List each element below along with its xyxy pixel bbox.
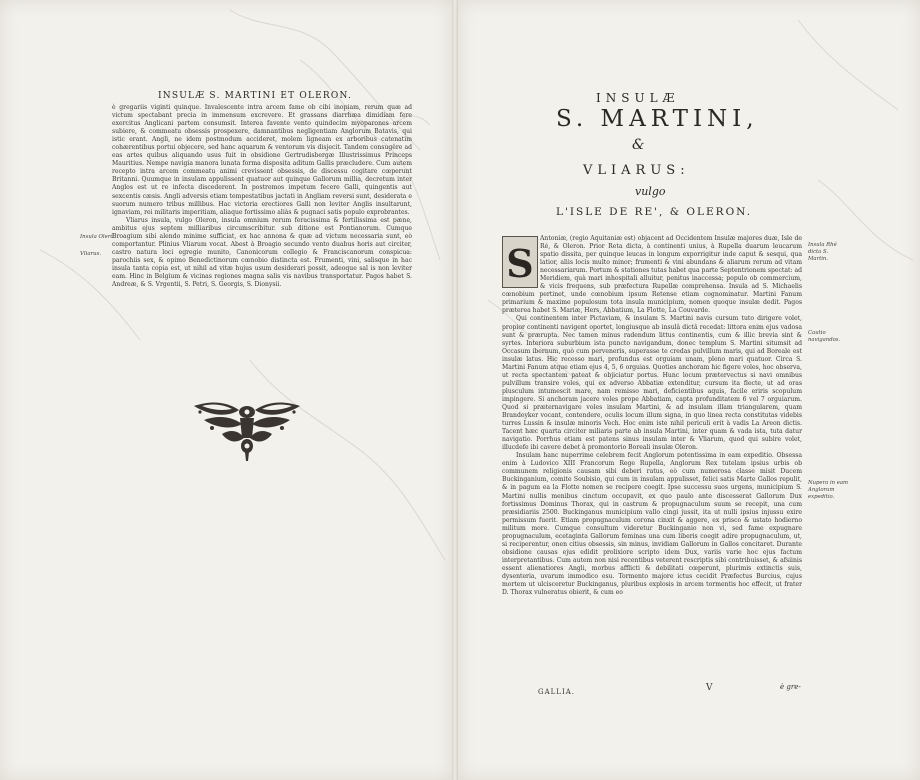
drop-cap [502, 236, 538, 288]
title-ampersand: & [632, 137, 645, 153]
title-french-name: L'ISLE DE RE', & OLERON. [556, 206, 753, 218]
title-vliarus: VLIARUS: [583, 163, 690, 178]
drop-cap-letter: S [506, 241, 534, 286]
right-body-paragraph-1: Antoniæ, (regio Aquitaniæ est) objacent ad Occidentem Insulæ majores duæ, Isle de Ré, & Oleron. Prior Reta dicta, à continenti unius, à Rupella duarum leucarum spatio dissita, per quinque leucas in longum exporrigitur inde caput & sesqui, qua latior, aliis locis multo minor; frumenti & vini abundans & aliarum rerum ad vitam necessariarum. Portum & stationes tutas habet qua parte Septentrionem spectat: ad Meridiem, quà mari inhospitali alluitur, penitus inaccessa; populo ob commercium, & vicis frequens, sub præfectura Rupellæ comprehensa. Insula ad S. Michaelis cœnobium pertinet, unde cœnobium ipsum Retense etiam cognominatur. Martini Fanum primarium & maxime populosum tota insula municipium, nomen quoque insulæ dedit. Pagos præterea habet S. Mariæ, Hers, Abbatium, La Flotte, La Couvarde. [502, 235, 802, 315]
footer-running-head: GALLIA. [538, 688, 575, 696]
left-page-body [112, 104, 412, 289]
right-body-paragraph-3: Insulam hanc nuperrime celebrem fecit Anglorum potentissima in eam expeditio. Obsessa enim à Ludovico XIII Francorum Rege Rupella, Anglorum Rex tutelam ipsius urbis ob communem religionis causam sibi deberi ratus, eò cum numerosa classe misit Ducem Buckinganium, comite Soubisio, qui cum in insulam appulisset, felici satis Marte Gallos repulit, & in pagum ea la Flotte nomen se recipere coegit. Ipse successu suos urgens, municipium S. Martini nullis menibus cinctum occupavit, ex quo paulo ante discesserat Gallorum Dux fortissimus Dominus Thorax, qui in castrum & propugnaculum suum se recepit, una cum præsidiariis 2500. Buckinganus municipium vallo cingi jussit, ita ut nulli ipsius injussu exire permissum fuerit. Etiam propugnaculum corona cinxit & aggere, ex prisco & ustato hodierno militum more. Cumque consultum videretur Buckinganio non vi, sed fame expugnare propugnaculum, ecetaginta Gallorum feminas una cum liberis coegit adire propugnaculum, ut, si reciperentur, onen citius obsessis, sin minus, invidiam Gallorum in Gallos concitaret. Durante obsidione causas ejus edidit prolixiore scripto idem Dux, variis varie hoc ejus factum interpretantibus. Cum autem non nisi recentibus veterent rescriptis sibi contribuisset, & afsiinis essent alienatiores Angli, morbus afflicti & debilitati cœperunt, plurimis extinctis suis, dysenteria, uvarum immodico esu. Tormento majore ictus cecidit Præfectus Burcius, cujus mortem ut ulcisceretur Buckinganus, pluribus explosis in arcem tormentis hoc effecit, ut frater D. Thorax vulneratus obierit, & cum eo [502, 452, 802, 597]
footer-signature-mark: V [706, 683, 714, 693]
right-margin-note-1: Insula Rhé dicta S. Martin. [808, 242, 837, 262]
title-vulgo: vulgo [635, 185, 666, 198]
left-body-paragraph-1: è gregariis viginti quinque. Invalescente intra arcem fame ob cibi inopiam, rerum quæ ad victum spectabant precia in immensum excrevere. Et grassans diarrhæa dimidiam fere exercitus Anglicani partem consumsit. Interea favente vento quindecim myoparones arcem subiere, & commeatu obsessis prospexere, damnantibus negligentiam Anglorum Batavis, qui istic erant. Angli, ne idem postmodum accideret, molem ligneam ex arboribus catenatim cohærentibus portui objecere, sed hanc aquarum & ventorum vis disjecit. Tandem consugêre ad eas artes quibus aliquando usus fuit in obsidione Gertrudisbergæ Illustrissimus Princeps Mauritius. Nempe navigia manora lunata forma disposita aditum Gallis præcludere. Cum autem recepto intra arcem commeatu animi crevissent obsessis, de discessu cogitare cœperunt Britanni. Quumque in insulam appulissent quatuor aut quinque Gallorum millia, decretum inter Anglos est ut re infecta discederent. In postremos impetum fecere Galli, quingentis aut sexcentis cæsis. Angli adversis etiam tempestatibus jactati in Angliam reversi sunt, desiderata e suorum numero tribus millibus. Hac victoria erectiores Galli non leviter Anglis insultarunt, ignaviam, rei militaris imperitiam, aliaque fortissimo aliàs & pugnaci satis populo exprobrantes. [112, 104, 412, 216]
title-insulae: INSULÆ [596, 91, 680, 105]
right-margin-note-3: Nupera in eam Anglorum expeditio. [808, 480, 849, 500]
left-margin-note-2: Vliarus. [80, 251, 102, 257]
left-page-heading: INSULÆ S. MARTINI ET OLERON. [158, 91, 353, 101]
title-s-martini: S. MARTINI, [556, 106, 759, 132]
right-page-body [502, 235, 802, 597]
footer-catchword: è gre- [780, 683, 801, 691]
right-body-paragraph-2: Qui continentem inter Pictaviam, & insulam S. Martini navis cursum tuto dirigere volet, propior continenti navigent oportet, longiusque ab insulâ dictâ recedat: littora enim ejus vadosa sunt & prærupta. Nec tamen minus radendum littus continentis, cum & illic brevia sint & syrtes. Interiora suburbium ista puncto navigandum, donec templum S. Martini situmsit ad Occasum ibernum, quò cum perveneris, superasse te credas pulvillum maris, qui ad Boreale est insulæ latus. Hic recesso mari, profundus est orguiam unam, pleno mari quatuor. Circa S. Martini Fanum atque etiam ejus 4, 5, 6 orguias. Quoties anchoram hic figere voles, hoc observa, ut recta spectantem pateat & objiciatur portus. Hunc locum prætervectus si navi omnibus pulvillum transire voles, qui ex adverso Abbatiæ extenditur, cursum ita flecte, ut ad oras plusculum intumescit mare, nam remisso mari, deficientibus aquis, facile eriris scopulum impingere. Si anchoram jacere voles prope Abbatiam, capta profunditatem 6 vel 7 orguiarum. Quod si præternavigare voles insulam Martini, & ad insulam illam triangularem, quam Brandeyker vocant, contendere, oculis locum illum signa, in quo linea recta constitutas videbis turres Lussin & insulæ minoris Vech. Hoc enim iste nihil periculi erit à vadis La Areon dictis. Tacent hæc quarta circiter miliaris parte ab insula Martini, inter quam & vada ista, tuta datur navigatio. Porrhus etiam est patens sinus insulam inter & Vliarum, quod qui subire volet, illucdefe ibi cavere debet à promontorio Boreali insulæ Oleron. [502, 315, 802, 452]
tailpiece-ornament [192, 398, 302, 462]
left-margin-note-1: Insula Olerõ. [80, 234, 116, 240]
right-margin-note-2: Cautio navigandos. [808, 330, 841, 343]
left-body-paragraph-2: Vliarus insula, vulgo Oleron, insula omnium rerum feracissima & fertilissima est pæne, ambitus ejus septem milliaribus circumscribitur. sub ditione est Pontianorum. Cumque Broagium sibi alendo minime sufficiat, ex hac annona & quæ ad victum necessaria sunt, eò comportantur. Plinius Vliarum vocat. Abest à Broagio secundo vento duabus horis aut circiter, castro natura loci egregie munito, Canonicorum collegio & Franciscanorum conspicua: parochiis sex, & opimo Benedictinorum cœnobio distincta est. Frumenti, vini, salisque in hac insula tanta copia est, ut nihil ad vitæ hujus usum desiderari possit, adeoque sal is non leviter eam. Hinc in Belgium & vicinas regiones magna salis vis navibus transportatur. Pagos habet S. Andreæ, & S. Vrgentii, S. Petri, S. Georgis, S. Dionysii. [112, 216, 412, 289]
